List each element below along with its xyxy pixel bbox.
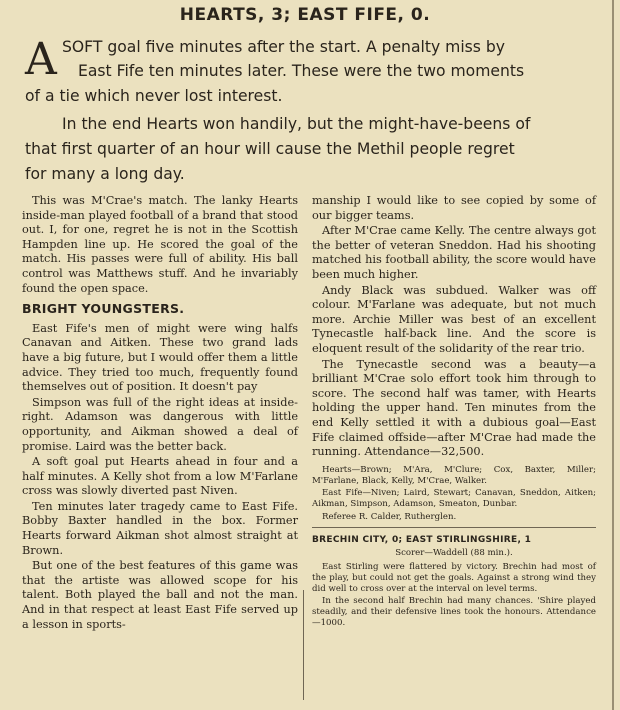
lineup-hearts: Hearts—Brown; M'Ara, M'Clure; Cox, Baxter, Miller; M'Farlane, Black, Kelly, M'Crae, Walker. (312, 464, 596, 486)
lede-line-1: SOFT goal five minutes after the start. A penalty miss by (62, 38, 505, 56)
report-paragraph: East Stirling were flattered by victory. Brechin had most of the play, but could not get the goals. Against a strong wind they did well to cross over at the interval on level terms. (312, 562, 596, 595)
article-paragraph: A soft goal put Hearts ahead in four and a half minutes. A Kelly shot from a low M'Farlane cross was slowly diverted past Niven. (22, 455, 298, 498)
report-paragraph: In the second half Brechin had many chances. 'Shire played steadily, and their defensive lines took the honours. Attendance—1000. (312, 596, 596, 629)
match-headline: HEARTS, 3; EAST FIFE, 0. (179, 5, 431, 25)
scorer-line: Scorer—Waddell (88 min.). (395, 548, 513, 559)
section-separator (312, 527, 596, 528)
article-paragraph: Andy Black was subdued. Walker was off colour. M'Farlane was adequate, but not much more. Archie Miller was best of an excellent Tynecastle half-back line. And the score is eloquent result of the solidarity of the rear trio. (312, 283, 596, 355)
article-paragraph: Simpson was full of the right ideas at inside-right. Adamson was dangerous with little opportunity, and Aikman showed a deal of promise. Laird was the better back. (22, 395, 298, 453)
article-paragraph: Ten minutes later tragedy came to East Fife. Bobby Baxter handled in the box. Former Hearts forward Aikman shot almost straight at Brown. (22, 499, 298, 557)
lede-line-6: for many a long day. (25, 165, 185, 183)
article-paragraph: manship I would like to see copied by some of our bigger teams. (312, 194, 596, 222)
column-divider (303, 590, 304, 700)
second-match-result: BRECHIN CITY, 0; EAST STIRLINGSHIRE, 1 (312, 534, 532, 545)
lineup-east-fife: East Fife—Niven; Laird, Stewart; Canavan, Sneddon, Aitken; Aikman, Simpson, Adamson, Smeaton, Dunbar. (312, 487, 596, 509)
right-column (312, 194, 596, 630)
article-paragraph: The Tynecastle second was a beauty—a brilliant M'Crae solo effort took him through to score. The second half was tamer, with Hearts holding the upper hand. Ten minutes from the end Kelly settled it with a dubious goal—East Fife claimed offside—after M'Crae had made the running. Attendance—32,500. (312, 357, 596, 459)
article-paragraph: This was M'Crae's match. The lanky Hearts inside-man played football of a brand that stood out. I, for one, regret he is not in the Scottish Hampden line up. He scored the goal of the match. His passes were full of ability. His ball control was Matthews stuff. And he invariably found the open space. (22, 194, 298, 295)
referee-line: Referee R. Calder, Rutherglen. (322, 511, 457, 522)
lede-line-3: of a tie which never lost interest. (25, 87, 283, 105)
drop-cap: A (25, 34, 57, 85)
lede-line-2: East Fife ten minutes later. These were the two moments (78, 62, 525, 80)
page-edge-rule (612, 0, 614, 710)
left-column (22, 194, 298, 633)
subheading: BRIGHT YOUNGSTERS. (22, 301, 185, 317)
lede-line-5: that first quarter of an hour will cause the Methil people regret (25, 140, 515, 158)
article-paragraph: But one of the best features of this game was that the artiste was allowed scope for his talent. Both played the ball and not the man. And in that respect at least East Fife served up a lesson in sports- (22, 559, 298, 631)
article-paragraph: East Fife's men of might were wing halfs Canavan and Aitken. These two grand lads have a big future, but I would offer them a little advice. They tried too much, frequently found themselves out of position. It doesn't pay (22, 321, 298, 394)
article-paragraph: After M'Crae came Kelly. The centre always got the better of veteran Sneddon. Had his shooting matched his football ability, the score would have been much higher. (312, 224, 596, 281)
lede-line-4: In the end Hearts won handily, but the might-have-beens of (62, 115, 531, 133)
